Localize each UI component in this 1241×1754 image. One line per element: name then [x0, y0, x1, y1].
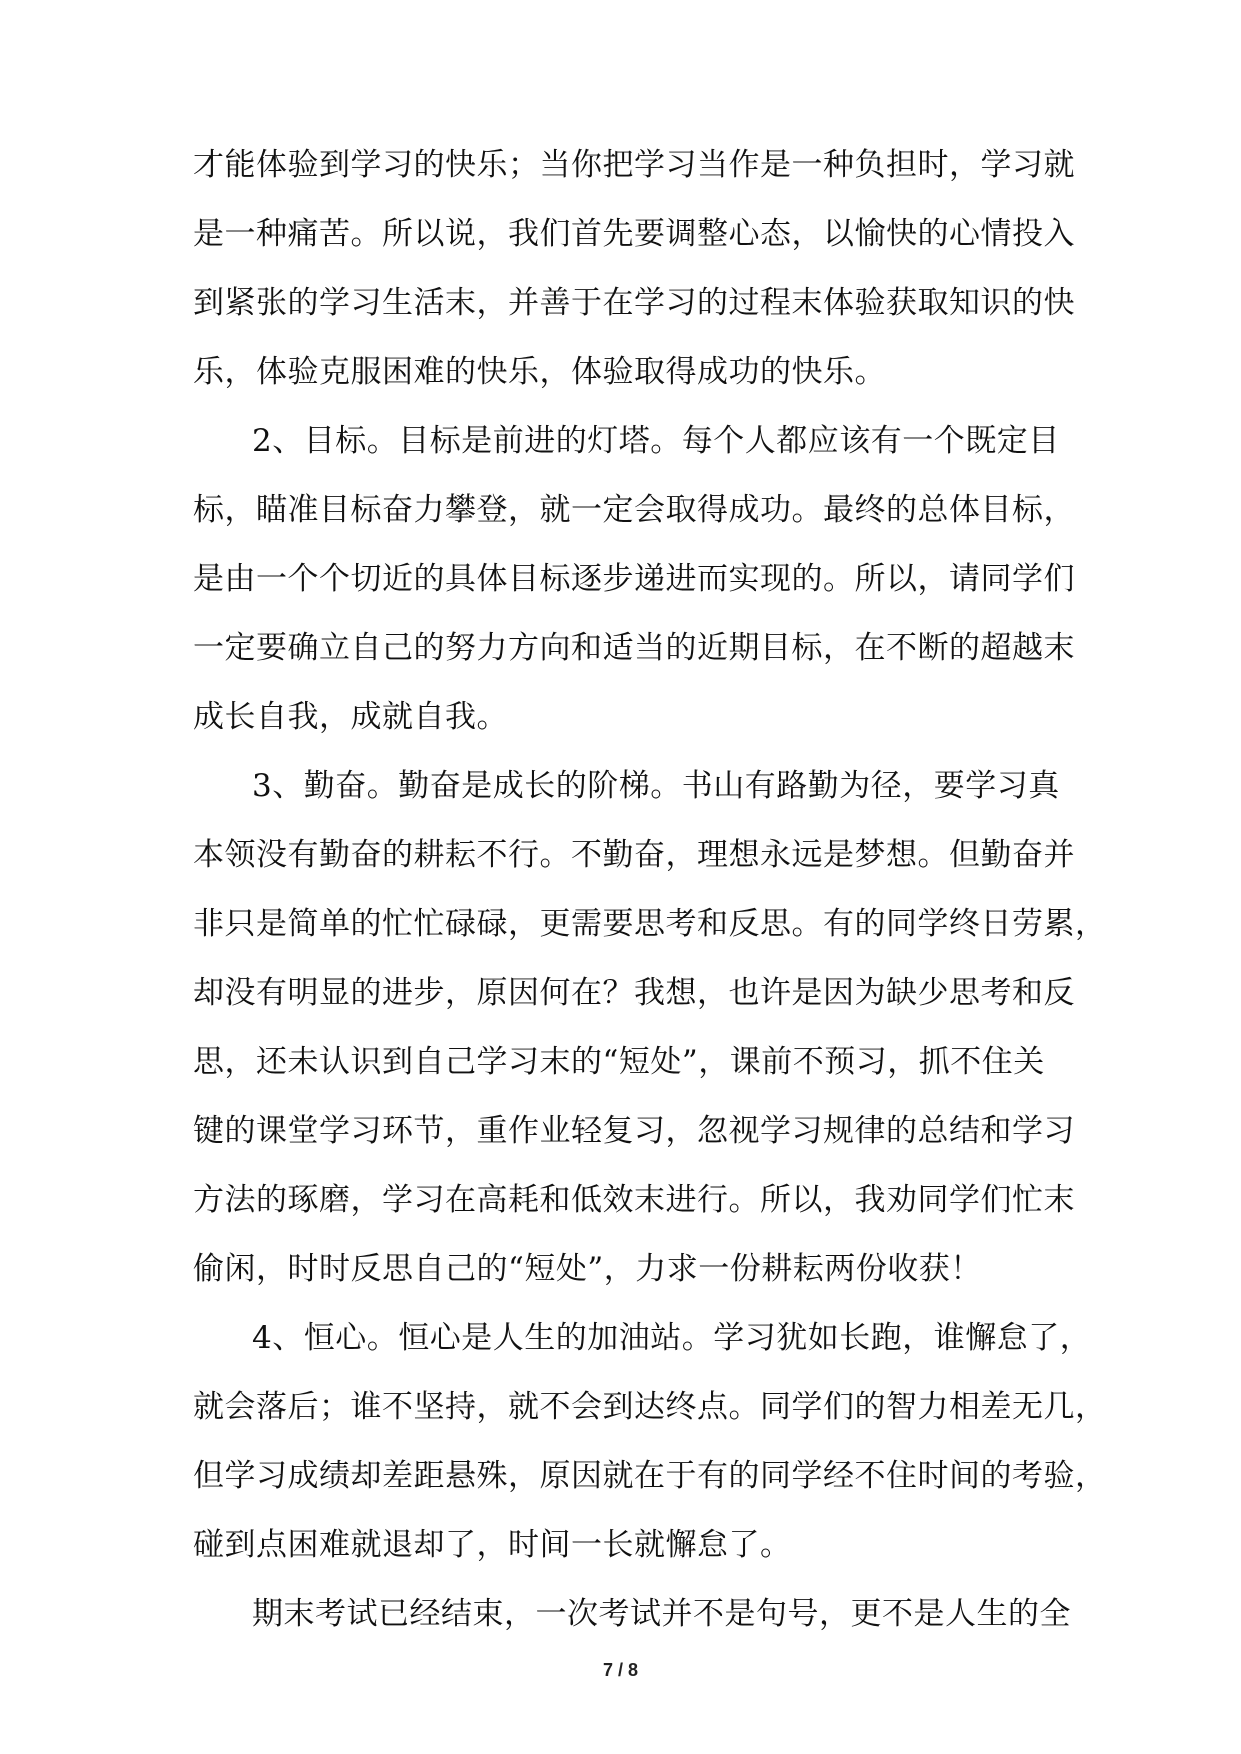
text-line: 偷闲，时时反思自己的“短处”，力求一份耕耘两份收获！ — [193, 1251, 982, 1287]
text-line: 非只是简单的忙忙碌碌，更需要思考和反思。有的同学终日劳累， — [193, 906, 1107, 942]
text-line: 碰到点困难就退却了，时间一长就懈怠了。 — [193, 1527, 792, 1563]
text-line: 键的课堂学习环节，重作业轻复习，忽视学习规律的总结和学习 — [193, 1113, 1075, 1149]
text-line: 方法的琢磨，学习在高耗和低效末进行。所以，我劝同学们忙末 — [193, 1182, 1075, 1218]
paragraph-start-line: 4、恒心。恒心是人生的加油站。学习犹如长跑，谁懈怠了， — [252, 1320, 1092, 1356]
text-line: 成长自我，成就自我。 — [193, 699, 508, 735]
text-line: 但学习成绩却差距悬殊，原因就在于有的同学经不住时间的考验， — [193, 1458, 1107, 1494]
text-line: 本领没有勤奋的耕耘不行。不勤奋，理想永远是梦想。但勤奋并 — [193, 837, 1075, 873]
text-line: 到紧张的学习生活末，并善于在学习的过程末体验获取知识的快 — [193, 285, 1075, 321]
text-line: 乐，体验克服困难的快乐，体验取得成功的快乐。 — [193, 354, 886, 390]
text-line: 是一种痛苦。所以说，我们首先要调整心态，以愉快的心情投入 — [193, 216, 1075, 252]
text-line: 标，瞄准目标奋力攀登，就一定会取得成功。最终的总体目标， — [193, 492, 1075, 528]
paragraph-start-line: 期末考试已经结束，一次考试并不是句号，更不是人生的全 — [252, 1596, 1071, 1632]
text-line: 是由一个个切近的具体目标逐步递进而实现的。所以，请同学们 — [193, 561, 1075, 597]
text-line: 才能体验到学习的快乐；当你把学习当作是一种负担时，学习就 — [193, 147, 1075, 183]
text-line: 就会落后；谁不坚持，就不会到达终点。同学们的智力相差无几， — [193, 1389, 1107, 1425]
paragraph-start-line: 3、勤奋。勤奋是成长的阶梯。书山有路勤为径，要学习真 — [252, 768, 1060, 804]
text-line: 一定要确立自己的努力方向和适当的近期目标，在不断的超越末 — [193, 630, 1075, 666]
paragraph-start-line: 2、目标。目标是前进的灯塔。每个人都应该有一个既定目 — [252, 423, 1060, 459]
text-line: 思，还未认识到自己学习末的“短处”，课前不预习，抓不住关 — [193, 1044, 1045, 1080]
text-line: 却没有明显的进步，原因何在？我想，也许是因为缺少思考和反 — [193, 975, 1075, 1011]
page-number: 7 / 8 — [602, 1660, 639, 1680]
